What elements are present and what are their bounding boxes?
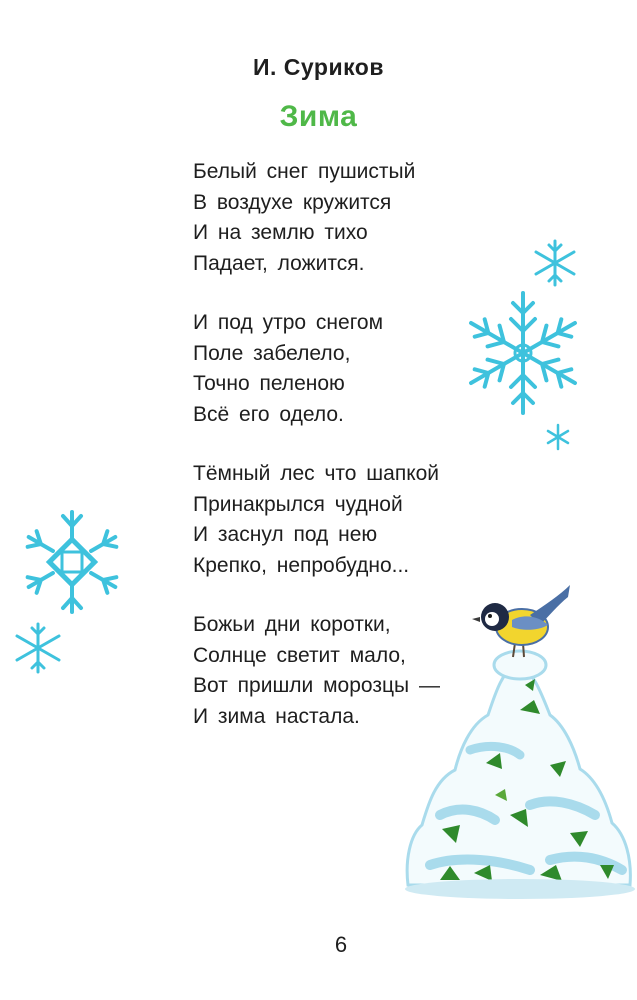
poem-line: Точно пеленою — [193, 372, 345, 395]
poem-line: И на землю тихо — [193, 221, 368, 244]
poem-line: В воздухе кружится — [193, 190, 392, 214]
page-number: 6 — [334, 932, 348, 957]
poem-line: Вот пришли морозцы — — [193, 674, 440, 697]
poem-line: Принакрылся чудной — [193, 492, 403, 516]
poem-line: Белый снег пушистый — [193, 160, 416, 183]
small-snowflake-left-icon — [10, 620, 66, 676]
stanza — [193, 157, 523, 279]
poem-line: Поле забелело, — [193, 341, 351, 365]
tiny-snowflake-right-icon — [544, 423, 572, 451]
poem-line: Всё его одело. — [193, 402, 344, 426]
poem-line: И заснул под нею — [193, 523, 378, 546]
poem-line: Солнце светит мало, — [193, 643, 406, 667]
large-snowflake-right-icon — [455, 285, 591, 421]
poem-line: Тёмный лес что шапкой — [193, 462, 440, 485]
poem-line: Падает, ложится. — [193, 251, 365, 275]
poem-title: Зима — [279, 100, 358, 133]
poem-line: Божьи дни коротки, — [193, 613, 391, 636]
large-snowflake-left-icon — [12, 507, 132, 617]
snowy-tree-with-bird-illustration — [400, 565, 637, 910]
poem-line: И под утро снегом — [193, 311, 384, 334]
poem-line: И зима настала. — [193, 704, 360, 728]
small-snowflake-top-right-icon — [530, 238, 580, 288]
poem-line: Крепко, непробудно... — [193, 553, 410, 577]
author-name: И. Суриков — [253, 54, 384, 80]
stanza — [193, 459, 523, 581]
